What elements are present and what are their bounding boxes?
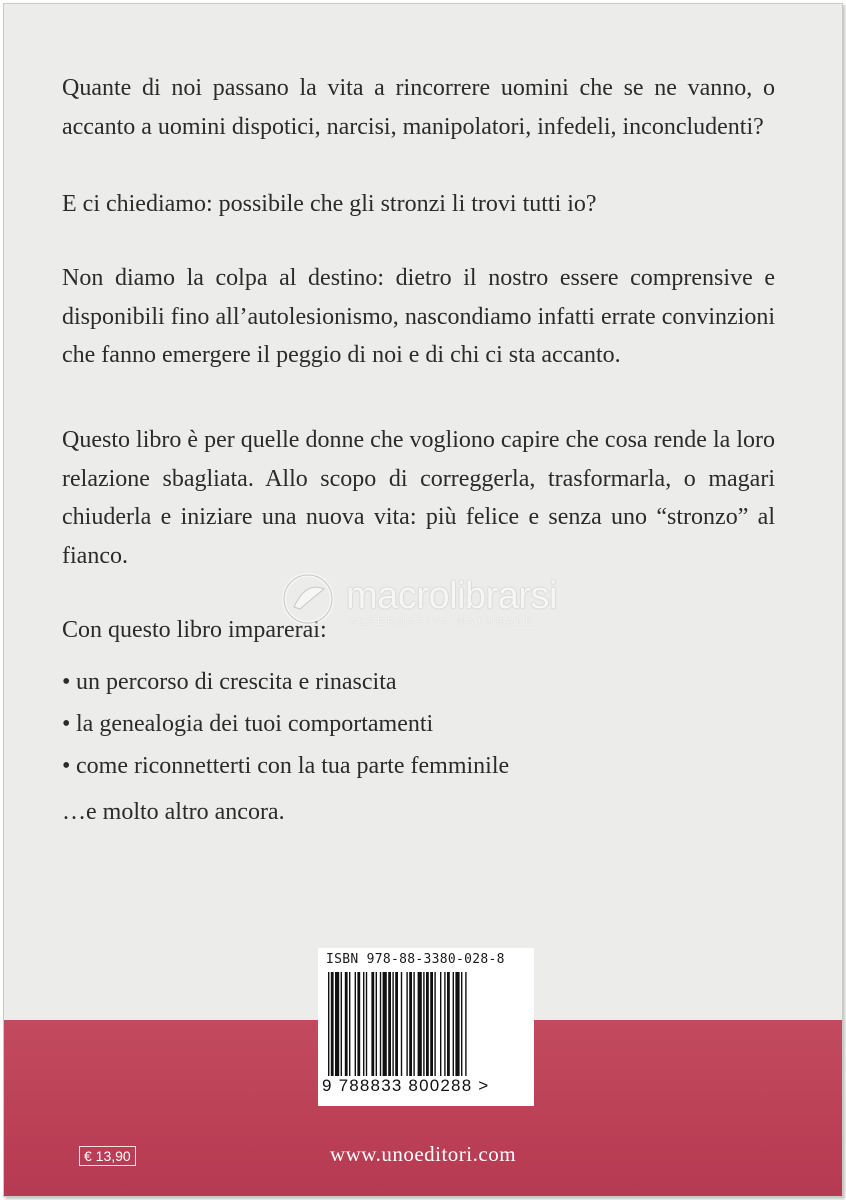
paragraph-purpose: Questo libro è per quelle donne che vogliono capire che cosa rende la loro relazione sbagliata. Allo scopo di correggerla, trasformarla, o magari chiuderla e iniziare una nuova vita: più felice e senza uno “stronzo” al fianco. (62, 427, 775, 569)
barcode-bar (447, 972, 450, 1076)
ean-digits: 9 788833 800288 > (322, 1076, 530, 1096)
barcode-bar (401, 972, 402, 1076)
publisher-website: www.unoeditori.com (329, 1142, 517, 1166)
back-cover (3, 3, 843, 1197)
learning-list (62, 663, 775, 789)
barcode-bar (434, 972, 435, 1076)
barcode-bar (341, 972, 342, 1076)
list-item: • la genealogia dei tuoi comportamenti (62, 711, 434, 737)
barcode-bar (465, 972, 466, 1076)
barcode-bar (349, 972, 350, 1076)
watermark-tagline: ALTERNATIVA NATURALE (350, 617, 535, 628)
barcode-bars (326, 972, 526, 1076)
barcode-bar (453, 972, 454, 1076)
barcode-bar (331, 972, 334, 1076)
isbn-label: ISBN 978-88-3380-028-8 (326, 952, 505, 967)
barcode-bar (423, 972, 424, 1076)
watermark-name: macrolibrarsi (346, 575, 557, 617)
barcode-bar (461, 972, 462, 1076)
paragraph-intro: Quante di noi passano la vita a rincorrere uomini che se ne vanno, o accanto a uomini dispotici, narcisi, manipolatori, infedeli, inconcludenti? (62, 75, 775, 140)
closing-line: …e molto altro ancora. (62, 799, 285, 825)
barcode-bar (345, 972, 348, 1076)
barcode-bar (383, 972, 387, 1076)
barcode-bar (388, 972, 391, 1076)
watermark-logo-icon (276, 567, 340, 631)
barcode-bar (444, 972, 445, 1076)
barcode-bar (357, 972, 360, 1076)
barcode-bar (355, 972, 356, 1076)
barcode-bar (380, 972, 381, 1076)
list-item: • un percorso di crescita e rinascita (62, 669, 397, 695)
paragraph-learn-heading: Con questo libro imparerai: (62, 617, 327, 643)
barcode-bar (363, 972, 364, 1076)
list-item: • come riconnetterti con la tua parte femminile (62, 753, 510, 779)
barcode-bar (430, 972, 433, 1076)
price-label: € 13,90 (79, 1146, 136, 1166)
barcode-bar (395, 972, 398, 1076)
barcode-bar (418, 972, 422, 1076)
barcode-bar (406, 972, 407, 1076)
barcode-bar (366, 972, 367, 1076)
barcode (318, 948, 534, 1106)
barcode-bar (371, 972, 374, 1076)
paragraph-destiny: Non diamo la colpa al destino: dietro il nostro essere comprensive e disponibili fino all’autolesionismo, nascondiamo infatti errate convinzioni che fanno emergere il peggio di noi e di chi ci sta accanto. (62, 265, 775, 368)
barcode-bar (455, 972, 459, 1076)
paragraph-question: E ci chiediamo: possibile che gli stronzi li trovi tutti io? (62, 191, 597, 217)
barcode-bar (426, 972, 429, 1076)
barcode-bar (409, 972, 412, 1076)
barcode-bar (440, 972, 441, 1076)
barcode-bar (328, 972, 329, 1076)
barcode-bar (376, 972, 377, 1076)
barcode-bar (413, 972, 414, 1076)
watermark (276, 567, 596, 637)
barcode-bar (392, 972, 393, 1076)
barcode-bar (335, 972, 339, 1076)
